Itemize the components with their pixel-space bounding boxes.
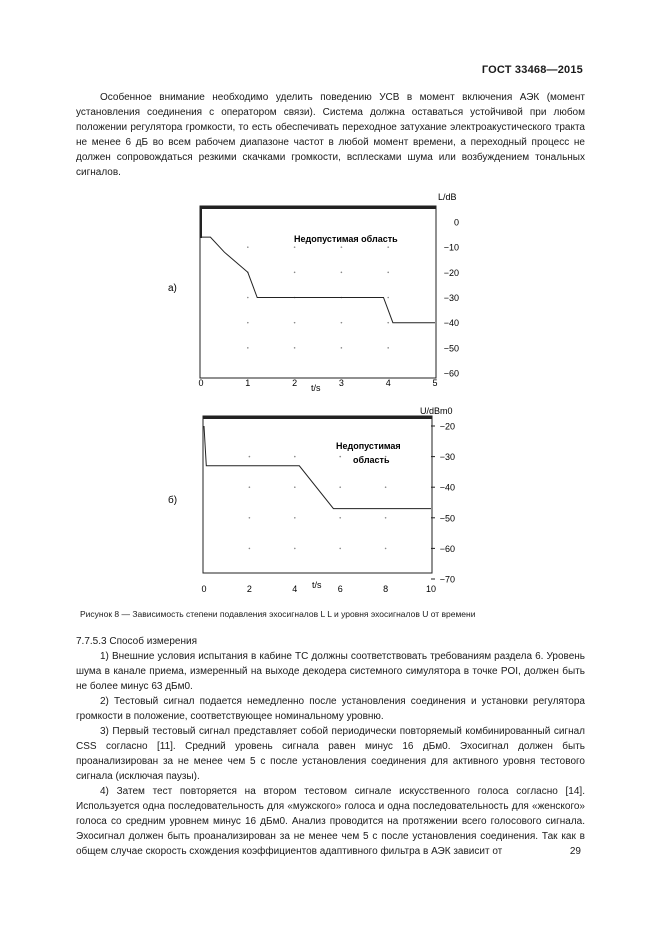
- panel-a-y-axis-label: L/dB: [438, 192, 457, 202]
- grid-dot: [249, 517, 251, 519]
- grid-dot: [247, 246, 249, 248]
- panel-a-x-axis-label: t/s: [311, 383, 321, 393]
- grid-dot: [387, 246, 389, 248]
- panel-b-x-axis-label: t/s: [312, 580, 322, 590]
- grid-dot: [294, 486, 296, 488]
- x-tick-label: 4: [385, 378, 391, 388]
- figure-8: [0, 190, 661, 610]
- panel-b-y-axis-label: U/dBm0: [420, 406, 453, 416]
- panel-a-frame: [200, 206, 436, 378]
- section-paragraph: 1) Внешние условия испытания в кабине ТС должны соответствовать требованиям раздела 6. Уровень шума в канале приема, измеренный на выходе декодера системного симулятора в точке POI, должен быть не более минус 63 дБм0.: [76, 651, 585, 692]
- grid-dot: [339, 548, 341, 550]
- grid-dot: [339, 486, 341, 488]
- grid-dot: [247, 297, 249, 299]
- panel-b-area-label-line-1: Недопустимая: [336, 441, 401, 451]
- grid-dot: [339, 517, 341, 519]
- y-tick-label: −40: [443, 318, 459, 329]
- grid-dot: [294, 517, 296, 519]
- section-7-7-5-3: [76, 634, 585, 859]
- section-paragraph: 3) Первый тестовый сигнал представляет собой периодически повторяемый комбинированный сигнал CSS согласно [11]. Средний уровень сигнала равен минус 16 дБм0. Эхосигнал должен быть проанализирован за не менее чем 5 с после установления соединения для активного уровня тестового сигнала (исключая паузы).: [76, 726, 585, 782]
- x-tick-label: 0: [198, 378, 204, 388]
- panel-b-area-label-line-2: область: [353, 455, 390, 465]
- grid-dot: [247, 322, 249, 324]
- panel-a-series-line: [201, 237, 435, 323]
- y-tick-label: 0: [453, 217, 459, 228]
- panel-a-area-label: Недопустимая область: [294, 234, 398, 244]
- figure-caption: Рисунок 8 — Зависимость степени подавления эхосигналов L L и уровня эхосигналов U от времени: [80, 609, 476, 619]
- x-tick-label: 10: [425, 584, 437, 594]
- grid-dot: [387, 297, 389, 299]
- grid-dot: [385, 548, 387, 550]
- section-heading: 7.7.5.3 Способ измерения: [76, 636, 197, 647]
- panel-b-label: б): [168, 495, 178, 506]
- x-tick-label: 1: [245, 378, 251, 388]
- grid-dot: [294, 456, 296, 458]
- x-tick-label: 6: [337, 584, 343, 594]
- section-paragraph: 4) Затем тест повторяется на втором тестовом сигнале искусственного голоса согласно [14]. Используется одна последовательность для «мужского» голоса и одна последовательность для «женского» голоса со средним уровнем минус 16 дБм0. Анализ проводится на протяжении всего голосового сигнала. Эхосигнал должен быть проанализирован за не менее чем 5 с после установления соединения. Так как в общем случае скорость схождения коэффициентов адаптивного фильтра в АЭК зависит от: [76, 786, 585, 857]
- y-tick-label: −30: [439, 452, 455, 463]
- x-tick-label: 2: [292, 378, 298, 388]
- y-tick-label: −20: [439, 421, 455, 432]
- y-tick-label: −50: [439, 513, 455, 524]
- grid-dot: [249, 486, 251, 488]
- y-tick-label: −60: [439, 543, 455, 554]
- grid-dot: [294, 548, 296, 550]
- y-tick-label: −20: [443, 267, 459, 278]
- grid-dot: [294, 272, 296, 274]
- grid-dot: [249, 548, 251, 550]
- y-tick-label: −30: [443, 293, 459, 303]
- grid-dot: [385, 486, 387, 488]
- y-tick-label: −60: [443, 368, 459, 379]
- panel-a-label: а): [168, 283, 177, 294]
- grid-dot: [247, 347, 249, 349]
- grid-dot: [341, 272, 343, 274]
- panel-b-frame: [203, 416, 432, 573]
- grid-dot: [387, 347, 389, 349]
- grid-dot: [294, 347, 296, 349]
- grid-dot: [294, 246, 296, 248]
- y-tick-label: −70: [439, 574, 455, 585]
- page-number: 29: [569, 846, 581, 857]
- intro-paragraph: Особенное внимание необходимо уделить поведению УСВ в момент включения АЭК (момент установления соединения с оператором связи). Система должна оставаться устойчивой при любом положении регулятора громкости, то есть обеспечивать переходное затухание электроакустического тракта не менее 6 дБ во всем рабочем диапазоне частот в любой момент времени, а переходный процесс не должен сопровождаться резкими скачками громкости, всплесками шума или возбуждением тональных сигналов.: [76, 92, 585, 178]
- panel-b-series-line: [204, 426, 431, 509]
- document-standard-number: ГОСТ 33468—2015: [481, 64, 583, 76]
- x-tick-label: 2: [246, 584, 252, 594]
- grid-dot: [249, 456, 251, 458]
- y-tick-label: −40: [439, 482, 455, 493]
- grid-dot: [341, 246, 343, 248]
- y-tick-label: −10: [443, 242, 459, 253]
- x-tick-label: 8: [383, 584, 389, 594]
- grid-dot: [387, 322, 389, 324]
- x-tick-label: 0: [201, 584, 207, 594]
- grid-dot: [341, 322, 343, 324]
- grid-dot: [341, 347, 343, 349]
- y-tick-label: −50: [443, 343, 459, 354]
- grid-dot: [294, 322, 296, 324]
- panel-b-grid-dots: [249, 456, 387, 549]
- x-tick-label: 5: [432, 378, 438, 388]
- x-tick-label: 3: [338, 378, 344, 388]
- panel-a-y-ticks: [444, 218, 459, 379]
- section-paragraph: 2) Тестовый сигнал подается немедленно после установления соединения и установки регулятора громкости в положение, соответствующее номинальному уровню.: [76, 696, 585, 722]
- panel-b-y-ticks: [431, 422, 455, 585]
- grid-dot: [385, 517, 387, 519]
- x-tick-label: 4: [292, 584, 298, 594]
- grid-dot: [339, 456, 341, 458]
- grid-dot: [387, 272, 389, 274]
